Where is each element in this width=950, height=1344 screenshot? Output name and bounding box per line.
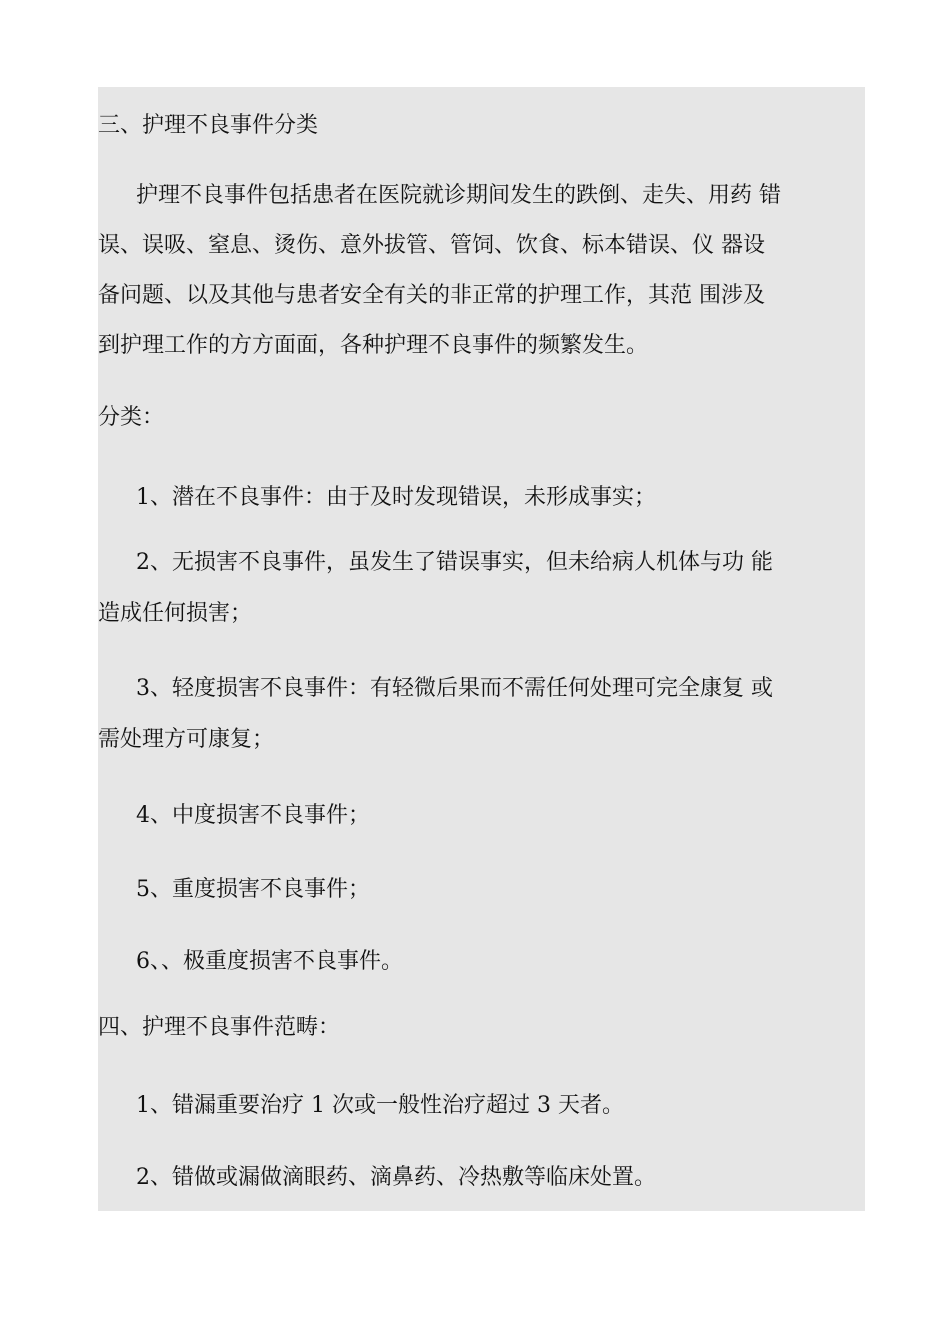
- list-item-4: 4、中度损害不良事件；: [136, 803, 370, 828]
- intro-line-3: 备问题、以及其他与患者安全有关的非正常的护理工作，其范 围涉及: [98, 283, 765, 308]
- list-item-3-line-1: 3、轻度损害不良事件：有轻微后果而不需任何处理可完全康复 或: [136, 676, 773, 701]
- document-body: [98, 87, 865, 1211]
- scope-item-2: 2、错做或漏做滴眼药、滴鼻药、冷热敷等临床处置。: [136, 1165, 656, 1190]
- list-item-1: 1、潜在不良事件：由于及时发现错误，未形成事实；: [136, 485, 656, 510]
- list-item-6: 6、、极重度损害不良事件。: [136, 949, 403, 974]
- list-item-2-line-2: 造成任何损害；: [98, 601, 253, 626]
- list-item-3-line-2: 需处理方可康复；: [98, 727, 275, 752]
- list-item-5: 5、重度损害不良事件；: [136, 877, 370, 902]
- list-item-2-line-1: 2、无损害不良事件，虽发生了错误事实，但未给病人机体与功 能: [136, 550, 773, 575]
- scope-item-1: 1、错漏重要治疗 1 次或一般性治疗超过 3 天者。: [136, 1093, 624, 1118]
- section-heading-4: 四、护理不良事件范畴：: [98, 1015, 341, 1040]
- intro-line-4: 到护理工作的方方面面，各种护理不良事件的频繁发生。: [98, 333, 649, 358]
- intro-line-1: 护理不良事件包括患者在医院就诊期间发生的跌倒、走失、用药 错: [136, 183, 781, 208]
- section-heading-3: 三、护理不良事件分类: [98, 113, 319, 138]
- classify-label: 分类：: [98, 405, 165, 430]
- intro-line-2: 误、误吸、窒息、烫伤、意外拔管、管饲、饮食、标本错误、仪 器设: [98, 233, 765, 258]
